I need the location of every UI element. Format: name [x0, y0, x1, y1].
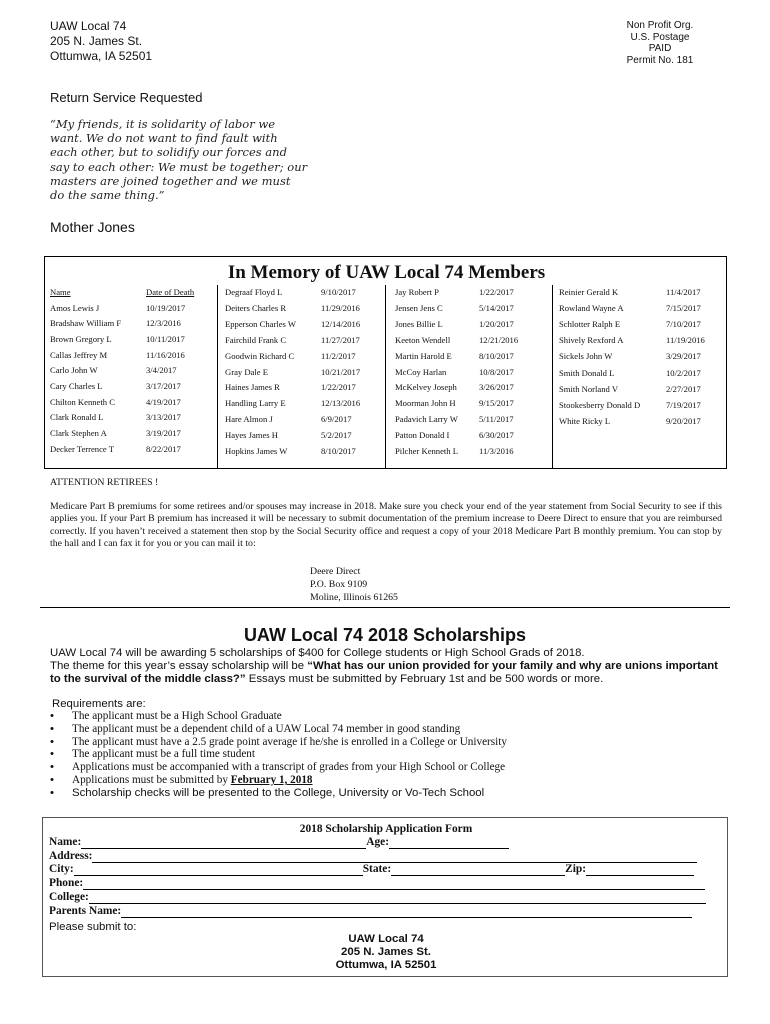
column-divider: [385, 285, 386, 468]
member-name: Pilcher Kenneth L: [395, 446, 459, 456]
date-of-death: 3/13/2017: [146, 412, 181, 423]
member-name: Gray Dale E: [225, 366, 268, 377]
column-divider: [217, 285, 218, 468]
member-name: Shively Rexford A: [559, 335, 624, 346]
date-of-death: 7/10/2017: [666, 319, 701, 330]
memorial-row: [50, 303, 185, 313]
member-name: Epperson Charles W: [225, 318, 296, 329]
scholarships-title: UAW Local 74 2018 Scholarships: [243, 625, 527, 645]
date-of-death: 6/30/2017: [479, 430, 514, 441]
memorial-row: [395, 319, 514, 329]
city-row: [49, 863, 694, 876]
bullet: •: [50, 786, 54, 799]
memorial-row: [395, 430, 514, 440]
address-row: [49, 850, 697, 863]
deadline-text: Applications must be submitted by: [72, 773, 231, 786]
requirement-item: • The applicant must be a High School Graduate: [50, 710, 282, 722]
requirements-label: Requirements are:: [52, 698, 146, 710]
memorial-row: [395, 351, 514, 361]
memorial-row: [559, 368, 701, 378]
member-name: Jay Robert P: [395, 287, 439, 297]
member-name: Clark Stephen A: [50, 428, 107, 439]
intro-line: UAW Local 74 will be awarding 5 scholarships of $400 for College students or High School Grads of 2018.: [50, 647, 585, 659]
memorial-row: [225, 430, 352, 440]
date-of-death: 8/22/2017: [146, 443, 181, 454]
date-of-death: 3/4/2017: [146, 365, 177, 376]
quote-line: say to each other: We must be together; our: [50, 159, 308, 174]
date-of-death: 12/3/2016: [146, 318, 181, 329]
phone-field[interactable]: [83, 881, 705, 890]
quote-line: want. We do not want to find fault with: [50, 131, 278, 146]
memorial-row: [395, 414, 514, 424]
memorial-row: [50, 444, 181, 454]
memorial-row: [559, 384, 701, 394]
memorial-row: [395, 398, 514, 408]
name-label: Name:: [49, 836, 82, 848]
member-name: Hopkins James W: [225, 446, 288, 456]
date-of-death: 12/14/2016: [321, 318, 361, 329]
return-address-line: UAW Local 74: [50, 19, 127, 33]
date-of-death: 11/3/2016: [479, 446, 514, 456]
date-of-death: 2/27/2017: [666, 383, 701, 394]
memorial-row: [225, 398, 360, 408]
postage-line: Permit No. 181: [626, 54, 694, 66]
memorial-row: [50, 381, 181, 391]
return-address-line: Ottumwa, IA 52501: [50, 49, 153, 63]
member-name: Clark Ronald L: [50, 412, 104, 423]
date-of-death: 8/10/2017: [479, 350, 514, 361]
memorial-row: [50, 350, 185, 360]
member-name: Smith Donald L: [559, 367, 615, 378]
date-of-death: 8/10/2017: [321, 446, 356, 456]
date-of-death: 7/15/2017: [666, 303, 701, 314]
memorial-row: [559, 303, 701, 313]
quote-line: each other, but to solidify our forces and: [50, 145, 287, 160]
member-name: Smith Norland V: [559, 383, 619, 394]
postage-line: PAID: [648, 43, 672, 54]
state-label: State:: [362, 863, 392, 875]
quote-line: masters are joined together and we must: [50, 173, 291, 188]
submit-to-label: Please submit to:: [49, 921, 137, 933]
name-row: [49, 836, 509, 849]
member-name: Callas Jeffrey M: [50, 349, 108, 360]
memorial-row: [225, 414, 352, 424]
date-of-death: 6/9/2017: [321, 414, 352, 425]
deadline-date: February 1, 2018: [230, 773, 313, 786]
memorial-row: [395, 287, 514, 297]
attention-body: Medicare Part B premiums for some retirees and/or spouses may increase in 2018. Make sure you check your end of the year statement from Social Security to see if this applies you. If your Part B premium has increased it will be necessary to submit documentation of the premium increase to Deere Direct to ensure that you are reimbursed correctly. If you haven’t received a statement then stop by the Social Security office and request a copy of your 2018 Medicare Part B monthly premium. You can stop by the hall and I can fax it for you or you can mail it to:: [50, 501, 722, 550]
memorial-row: [559, 287, 701, 297]
postage-line: U.S. Postage: [630, 31, 690, 43]
parents-row: [49, 905, 692, 918]
date-of-death: 10/11/2017: [146, 333, 185, 344]
date-of-death: 11/27/2017: [321, 334, 360, 345]
parents-label: Parents Name:: [49, 905, 122, 917]
member-name: Patton Donald I: [395, 430, 450, 441]
member-name: Amos Lewis J: [50, 302, 100, 313]
parents-field[interactable]: [121, 909, 692, 918]
date-of-death: 9/15/2017: [479, 398, 514, 409]
attention-heading: ATTENTION RETIREES !: [50, 477, 159, 488]
memorial-row: [225, 335, 360, 345]
memorial-row: [225, 319, 360, 329]
member-name: Fairchild Frank C: [225, 334, 287, 345]
memorial-row: [395, 335, 518, 345]
scholarships-intro: [50, 647, 725, 685]
state-field[interactable]: [391, 867, 565, 876]
member-name: Moorman John H: [395, 398, 456, 409]
member-name: Handling Larry E: [225, 398, 286, 409]
memorial-row: [225, 446, 356, 456]
memorial-row: [50, 318, 181, 328]
member-name: McKelvey Joseph: [395, 382, 457, 393]
submit-address: [43, 933, 729, 973]
date-of-death: 5/14/2017: [479, 302, 514, 313]
member-name: White Ricky L: [559, 415, 611, 426]
member-name: Deiters Charles R: [225, 302, 287, 313]
bullet: •: [50, 722, 54, 735]
date-of-death: 11/19/2016: [666, 335, 705, 346]
column-divider: [552, 285, 553, 468]
age-field[interactable]: [389, 840, 509, 849]
memorial-row: [50, 412, 181, 422]
quote-line: “My friends, it is solidarity of labor we: [50, 117, 276, 131]
date-of-death: 11/16/2016: [146, 349, 185, 360]
member-name: McCoy Harlan: [395, 366, 447, 377]
name-field[interactable]: [81, 840, 366, 849]
date-of-death: 11/2/2017: [321, 350, 356, 361]
member-name: Decker Terrence T: [50, 443, 114, 454]
memorial-row: [225, 382, 356, 392]
date-of-death: 12/21/2016: [479, 334, 519, 345]
memorial-title: In Memory of UAW Local 74 Members: [227, 262, 546, 283]
postage-line: Non Profit Org.: [626, 20, 694, 31]
intro-theme-paragraph: [50, 660, 725, 686]
zip-field[interactable]: [586, 867, 694, 876]
city-field[interactable]: [74, 867, 363, 876]
requirement-item: [50, 774, 507, 787]
member-name: Jones Billie L: [395, 318, 443, 329]
requirement-item: • The applicant must be a full time student: [50, 748, 255, 761]
date-of-death: 10/8/2017: [479, 366, 514, 377]
quote-line: do the same thing.”: [50, 188, 165, 203]
requirement-item: • The applicant must have a 2.5 grade point average if he/she is enrolled in a College or University: [50, 735, 507, 748]
date-of-death: 3/26/2017: [479, 382, 514, 393]
requirement-item: • Applications must be accompanied with a transcript of grades from your High School or College: [50, 761, 506, 774]
deere-address-line: Deere Direct: [310, 566, 361, 577]
date-of-death: 3/29/2017: [666, 351, 701, 362]
memorial-row: [559, 319, 701, 329]
section-divider: [40, 607, 730, 608]
member-name: Rowland Wayne A: [559, 303, 624, 314]
date-header: Date of Death: [146, 287, 195, 297]
member-name: Hare Almon J: [225, 414, 273, 425]
deere-address-line: P.O. Box 9109: [310, 579, 368, 590]
member-name: Brown Gregory L: [50, 333, 112, 344]
member-name: Martin Harold E: [395, 350, 452, 361]
member-name: Reinier Gerald K: [559, 287, 619, 297]
member-name: Hayes James H: [225, 430, 278, 441]
city-label: City:: [49, 863, 74, 875]
memorial-row: [395, 382, 514, 392]
deere-address-line: Moline, Illinois 61265: [310, 592, 398, 603]
member-name: Goodwin Richard C: [225, 350, 295, 361]
memorial-row: [559, 351, 701, 361]
memorial-row: [225, 367, 360, 377]
member-name: Degraaf Floyd L: [225, 287, 283, 297]
date-of-death: 9/20/2017: [666, 415, 701, 426]
essay-theme: “What has our union provided for your family and why are unions important to the survival of the middle class?”: [50, 659, 718, 685]
college-label: College:: [49, 891, 89, 903]
address-field[interactable]: [92, 854, 697, 863]
date-of-death: 10/2/2017: [666, 367, 701, 378]
date-of-death: 1/20/2017: [479, 318, 514, 329]
name-header: Name: [50, 287, 71, 297]
date-of-death: 11/4/2017: [666, 287, 701, 297]
member-name: Cary Charles L: [50, 381, 103, 391]
memorial-row: [395, 303, 514, 313]
deere-direct-address: [310, 565, 398, 604]
date-of-death: 12/13/2016: [321, 398, 361, 409]
date-of-death: 5/11/2017: [479, 414, 514, 425]
member-name: Bradshaw William F: [50, 318, 122, 329]
college-row: [49, 891, 706, 904]
date-of-death: 5/2/2017: [321, 430, 352, 441]
member-name: Jensen Jens C: [395, 302, 443, 313]
member-name: Keeton Wendell: [395, 334, 451, 345]
date-of-death: 7/19/2017: [666, 399, 701, 410]
submit-address-line: Ottumwa, IA 52501: [335, 959, 437, 972]
requirement-item: • Scholarship checks will be presented to the College, University or Vo-Tech School: [50, 786, 485, 799]
member-name: Carlo John W: [50, 365, 98, 376]
return-address: [50, 19, 152, 64]
member-name: Sickels John W: [559, 351, 613, 362]
bullet: •: [50, 773, 54, 786]
date-of-death: 10/19/2017: [146, 302, 186, 313]
requirements-list: [50, 710, 507, 800]
submit-address-line: UAW Local 74: [348, 933, 424, 945]
memorial-row: [50, 397, 181, 407]
return-address-line: 205 N. James St.: [50, 34, 143, 48]
memorial-row: [50, 365, 177, 375]
postage-indicia: [610, 20, 710, 66]
bullet: •: [50, 735, 54, 748]
phone-label: Phone:: [49, 877, 84, 889]
requirement-item: • The applicant must be a dependent child of a UAW Local 74 member in good standing: [50, 722, 461, 735]
member-name: Schlotter Ralph E: [559, 319, 621, 330]
return-service-requested: Return Service Requested: [50, 90, 203, 105]
member-name: Stookesberry Donald D: [559, 399, 641, 410]
memorial-header-row: [50, 287, 194, 303]
submit-address-line: 205 N. James St.: [341, 946, 431, 959]
memorial-row: [225, 351, 356, 361]
bullet: •: [50, 748, 54, 761]
date-of-death: 4/19/2017: [146, 396, 181, 407]
date-of-death: 3/19/2017: [146, 428, 181, 439]
date-of-death: 1/22/2017: [479, 287, 514, 297]
date-of-death: 9/10/2017: [321, 287, 356, 297]
date-of-death: 3/17/2017: [146, 381, 181, 391]
memorial-row: [559, 416, 701, 426]
age-label: Age:: [366, 836, 390, 848]
phone-row: [49, 877, 705, 890]
memorial-row: [50, 428, 181, 438]
college-field[interactable]: [89, 895, 706, 904]
memorial-row: [559, 400, 701, 410]
date-of-death: 10/21/2017: [321, 366, 361, 377]
bullet: •: [50, 710, 54, 722]
member-name: Chilton Kenneth C: [50, 396, 115, 407]
member-name: Padavich Larry W: [395, 414, 458, 425]
memorial-row: [225, 287, 356, 297]
date-of-death: 11/29/2016: [321, 302, 360, 313]
mother-jones-quote: [50, 117, 350, 202]
application-form: [42, 817, 728, 977]
zip-label: Zip:: [565, 863, 587, 875]
memorial-row: [559, 335, 705, 345]
address-label: Address:: [49, 850, 93, 862]
memorial-row: [225, 303, 360, 313]
date-of-death: 1/22/2017: [321, 382, 356, 393]
form-title: 2018 Scholarship Application Form: [299, 823, 473, 835]
quote-author: Mother Jones: [50, 219, 135, 235]
memorial-row: [395, 367, 514, 377]
memorial-row: [395, 446, 514, 456]
memorial-row: [50, 334, 185, 344]
memorial-box: [44, 256, 727, 469]
bullet: •: [50, 761, 54, 774]
intro-text: Essays must be submitted by February 1st and be 500 words or more.: [245, 672, 604, 685]
intro-text: The theme for this year’s essay scholarship will be: [50, 659, 308, 672]
member-name: Haines James R: [225, 382, 280, 393]
